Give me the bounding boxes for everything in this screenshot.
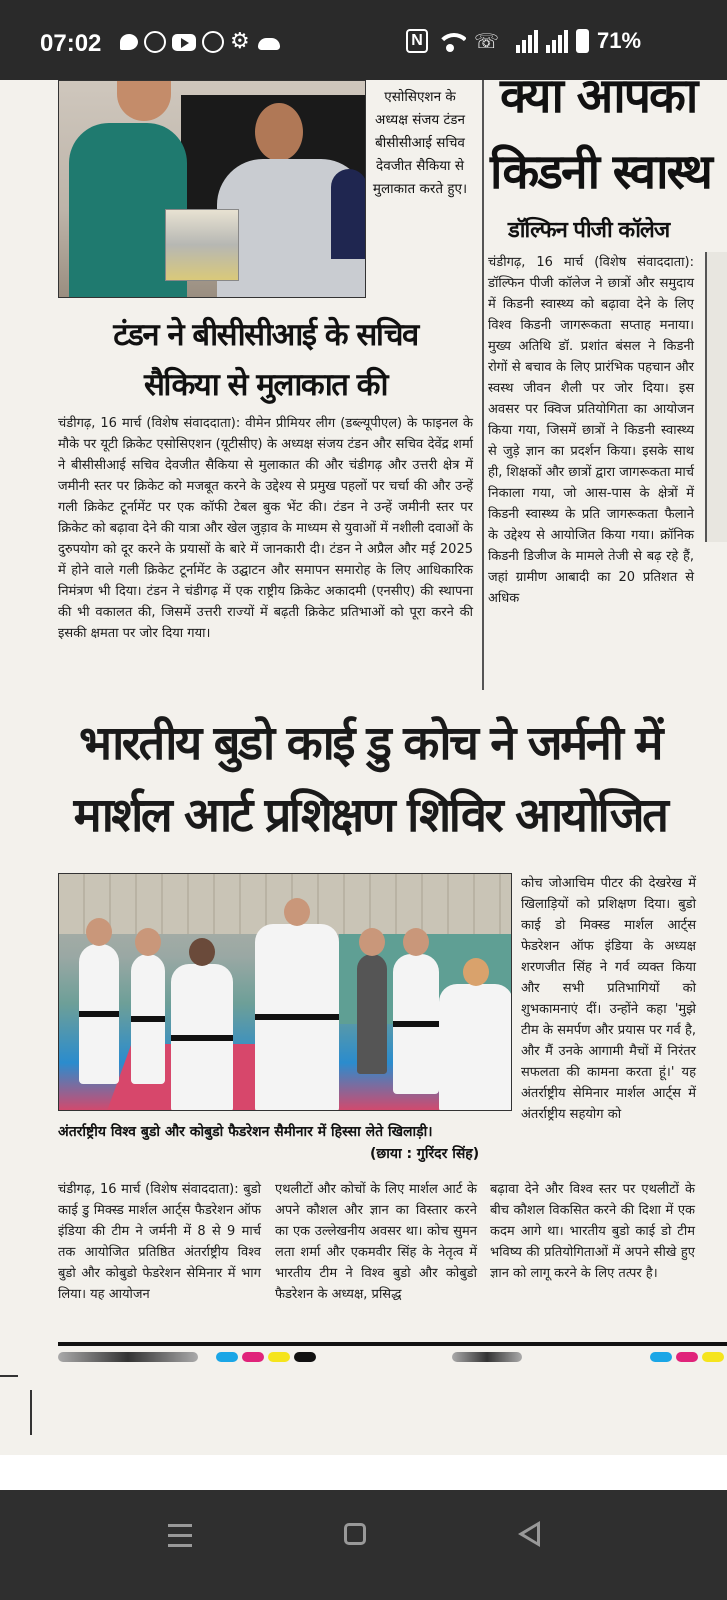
budo-photo [58, 873, 512, 1111]
whatsapp-icon [144, 31, 166, 53]
color-registration-dots [650, 1352, 724, 1362]
signal-icon [546, 29, 568, 53]
navigation-bar [0, 1490, 727, 1600]
budo-column-2: एथलीटों और कोचों के लिए मार्शल आर्ट के अपने कौशल और ज्ञान का विस्तार करने का एक उल्लेखनीय अवसर था। कोच सुमन लता शर्मा और एकमवीर सिंह के नेतृत्व में भारतीय टीम ने विश्व बुडो और कोबुडो फैडरेशन के अध्यक्ष, प्रसिद्ध [275, 1182, 477, 1302]
registration-bar [452, 1352, 522, 1362]
kidney-headline-line1: क्या आपका [500, 80, 697, 124]
tandon-headline-line1: टंडन ने बीसीसीआई के सचिव [113, 317, 418, 353]
kidney-article-body: चंडीगढ़, 16 मार्च (विशेष संवाददाता): डॉल्फिन पीजी कॉलेज ने छात्रों और समुदाय में किडनी स्वास्थ्य को बढ़ावा देने के लिए विश्व किडनी जागरूकता सप्ताह मनाया। मुख्य अतिथि डॉ. प्रशांत बंसल ने किडनी रोगों से बचाव के लिए प्रारंभिक पहचान और स्वस्थ जीवन शैली पर जोर दिया। इस अवसर पर क्विज प्रतियोगिता का आयोजन किया गया, जिसमें छात्रों ने किडनी स्वास्थ्य से जुड़े ज्ञान का प्रदर्शन किया। इसके साथ ही, शिक्षकों और छात्रों द्वारा जागरूकता मार्च निकाला गया, जो आस-पास के क्षेत्रों में किडनी स्वास्थ्य के प्रति जागरूकता फैलाने के उद्देश्य से आयोजित किया गया। क्रॉनिक किडनी डिजीज के मामले तेजी से बढ़ रहे हैं, जहां ग्रामीण आबादी का 20 प्रतिशत से अधिक [488, 255, 694, 606]
person-right [217, 103, 366, 298]
athlete-figure [393, 954, 439, 1094]
athlete-figure [79, 944, 119, 1084]
kidney-subhead: डॉल्फिन पीजी कॉलेज [508, 218, 670, 243]
coach-figure [255, 924, 339, 1111]
coffee-table-book [165, 209, 239, 281]
budo-photo-caption: अंतर्राष्ट्रीय विश्व बुडो और कोबुडो फैडरेशन सैमीनार में हिस्सा लेते खिलाड़ी। [58, 1124, 433, 1140]
magenta-dot [676, 1352, 698, 1362]
budo-headline-line1: भारतीय बुडो काई डु कोच ने जर्मनी में [79, 716, 661, 771]
cloud-icon [258, 38, 280, 50]
budo-column-1: चंडीगढ़, 16 मार्च (विशेष संवाददाता): बुडो काई डु मिक्स्ड मार्शल आर्ट्स फैडरेशन ऑफ इंडिया की टीम ने जर्मनी में 8 से 9 मार्च तक आयोजित प्रतिष्ठित अंतर्राष्ट्रीय विश्व बुडो और कोबुडो फेडरेशन सेमिनार में भाग लिया। यह आयोजन [58, 1182, 261, 1302]
tandon-headline [58, 310, 473, 410]
cyan-dot [216, 1352, 238, 1362]
budo-side-text: कोच जोआचिम पीटर की देखरेख में खिलाड़ियों को प्रशिक्षण दिया। बुडो काई डो मिक्स्ड मार्शल आर्ट्स फेडरेशन ऑफ इंडिया के अध्यक्ष शरणजीत सिंह ने गर्व व्यक्त किया और सभी प्रतिभागियों को शुभकामनाएं दीं। उन्होंने कहा 'मुझे टीम के समर्पण और प्रयास पर गर्व है, और मैं उनके आगामी मैचों में निरंतर सफलता की कामना करता हूं।' यह अंतर्राष्ट्रीय सेमिनार मार्शल आर्ट्स में अंतर्राष्ट्रीय सहयोग को [521, 876, 696, 1122]
message-icon [120, 34, 138, 50]
youtube-icon [172, 34, 196, 51]
battery-level: 71% [597, 28, 642, 53]
wifi-icon [436, 29, 466, 53]
cyan-dot [650, 1352, 672, 1362]
athlete-figure [171, 964, 233, 1111]
magenta-dot [242, 1352, 264, 1362]
crop-mark [0, 1375, 18, 1377]
budo-headline-line2: मार्शल आर्ट प्रशिक्षण शिविर आयोजित [73, 788, 667, 843]
clock: 07:02 [40, 30, 102, 57]
recents-icon[interactable] [168, 1524, 192, 1554]
tandon-article-body: चंडीगढ़, 16 मार्च (विशेष संवाददाता): वीमेन प्रीमियर लीग (डब्ल्यूपीएल) के फाइनल के मौके पर यूटी क्रिकेट एसोसिएशन (यूटीसीए) के अध्यक्ष संजय टंडन और सचिव देवेंद्र शर्मा ने बीसीसीआई सचिव देवजीत सैकिया से मुलाकात की और चंडीगढ़ और उत्तरी क्षेत्र में जमीनी स्तर पर क्रिकेट को मजबूत करने के उद्देश्य से प्रमुख पहलों पर चर्चा की और उन्हें गली क्रिकेट टूर्नामेंट पर एक कॉफी टेबल बुक भेंट की। टंडन ने उन्हें जमीनी स्तर पर क्रिकेट को बढ़ावा देने की यात्रा और खेल जुड़ाव के माध्यम से युवाओं में नशीली दवाओं के दुरुपयोग को दूर करने के प्रयासों के बारे में जानकारी दी। टंडन ने अप्रैल और मई 2025 में होने वाले गली क्रिकेट टूर्नामेंट के उद्घाटन और समापन समारोह के लिए आधिकारिक निमंत्रण भी दिया। टंडन ने चंडीगढ़ में एक राष्ट्रीय क्रिकेट अकादमी (एनसीए) की स्थापना की भी वकालत की, जिसमें उत्तरी राज्यों में बढ़ती क्रिकेट प्रतिभाओं को पूरा करने की इसकी क्षमता पर जोर दिया गया। [58, 416, 473, 641]
athlete-figure [131, 954, 165, 1084]
column-rule [482, 80, 484, 690]
yellow-dot [702, 1352, 724, 1362]
black-dot [294, 1352, 316, 1362]
signal-icon [516, 29, 538, 53]
nfc-icon: N [406, 29, 428, 53]
kidney-headline-line2: किडनी स्वास्थ [490, 144, 711, 200]
yellow-dot [268, 1352, 290, 1362]
budo-headline [40, 708, 700, 852]
home-icon[interactable] [344, 1523, 366, 1545]
notification-icons [120, 31, 280, 53]
whatsapp-icon [202, 31, 224, 53]
status-bar [0, 0, 727, 80]
blank-margin [0, 1455, 727, 1490]
tandon-photo [58, 80, 366, 298]
color-registration-dots [216, 1352, 316, 1362]
tandon-photo-caption: एसोसिएशन के अध्यक्ष संजय टंडन बीसीसीआई सचिव देवजीत सैकिया से मुलाकात करते हुए। [372, 89, 468, 197]
budo-photo-credit: (छाया : गुरिंदर सिंह) [370, 1146, 480, 1162]
system-icons [406, 28, 641, 54]
battery-icon [576, 29, 589, 53]
athlete-figure [439, 984, 512, 1111]
registration-bar [58, 1352, 198, 1362]
budo-column-3: बढ़ावा देने और विश्व स्तर पर एथलीटों के बीच कौशल विकसित करने की दिशा में एक कदम आगे था। भारतीय बुडो काई डो टीम भविष्य की प्रतियोगिताओं में अपने सीखे हुए ज्ञान को लागू करने के लिए तत्पर है। [490, 1182, 695, 1281]
athlete-figure [357, 954, 387, 1074]
text-cursor [30, 1390, 32, 1435]
page-bottom-rule [58, 1342, 727, 1346]
volte-call-icon: ☏ [474, 29, 500, 53]
settings-icon: ⚙ [230, 29, 250, 54]
tandon-headline-line2: सैकिया से मुलाकात की [143, 367, 388, 403]
newspaper-page[interactable] [0, 80, 727, 1490]
adjacent-photo-edge [705, 252, 727, 542]
back-icon[interactable] [518, 1521, 540, 1547]
